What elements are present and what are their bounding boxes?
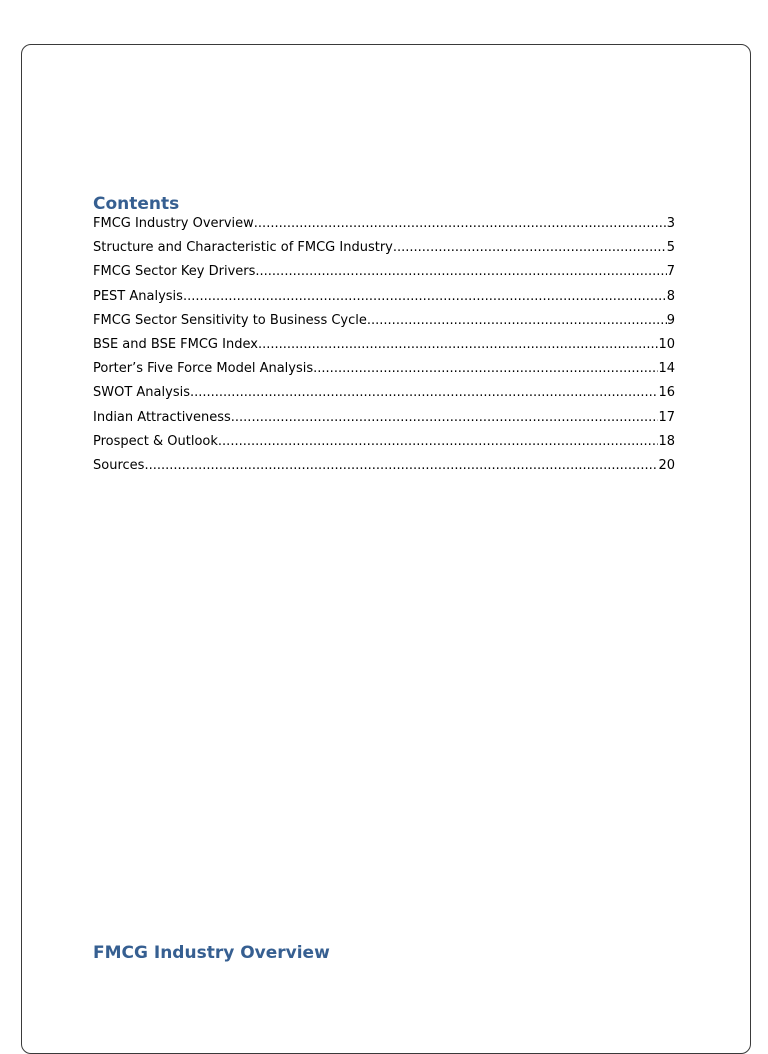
section-heading: FMCG Industry Overview: [93, 943, 330, 963]
toc-entry[interactable]: [93, 384, 675, 408]
toc-entry-page: 7: [666, 264, 675, 280]
toc-leader-dots: [258, 336, 659, 354]
table-of-contents: [93, 215, 675, 481]
toc-entry[interactable]: [93, 433, 675, 457]
toc-entry[interactable]: [93, 239, 675, 263]
toc-leader-dots: [190, 384, 658, 402]
toc-entry-page: 16: [658, 385, 675, 401]
toc-entry[interactable]: [93, 360, 675, 384]
toc-leader-dots: [367, 312, 667, 330]
toc-entry-title: Prospect & Outlook: [93, 433, 218, 449]
toc-entry-title: BSE and BSE FMCG Index: [93, 336, 258, 352]
toc-entry-title: FMCG Sector Sensitivity to Business Cycle: [93, 312, 367, 328]
toc-leader-dots: [255, 263, 666, 281]
toc-entry-page: 9: [666, 312, 675, 328]
toc-leader-dots: [183, 288, 667, 306]
toc-entry[interactable]: [93, 263, 675, 287]
toc-leader-dots: [313, 360, 658, 378]
toc-entry-page: 20: [658, 457, 675, 473]
toc-entry-title: Indian Attractiveness: [93, 409, 231, 425]
toc-leader-dots: [218, 433, 659, 451]
toc-entry-page: 8: [666, 288, 675, 304]
toc-entry-page: 17: [658, 409, 675, 425]
toc-entry-title: PEST Analysis: [93, 288, 183, 304]
toc-entry-title: SWOT Analysis: [93, 385, 190, 401]
toc-entry-page: 14: [658, 361, 675, 377]
toc-entry[interactable]: [93, 312, 675, 336]
contents-heading: Contents: [93, 194, 180, 214]
toc-entry[interactable]: [93, 409, 675, 433]
toc-entry-title: Porter’s Five Force Model Analysis: [93, 361, 314, 377]
toc-entry-title: Structure and Characteristic of FMCG Industry: [93, 240, 393, 256]
toc-entry-page: 10: [658, 336, 675, 352]
toc-entry[interactable]: [93, 457, 675, 481]
toc-entry-page: 3: [666, 216, 675, 231]
toc-entry-title: FMCG Industry Overview: [93, 216, 254, 231]
toc-leader-dots: [254, 215, 667, 233]
toc-leader-dots: [231, 409, 659, 427]
toc-entry[interactable]: [93, 215, 675, 239]
toc-entry-page: 18: [658, 433, 675, 449]
toc-entry[interactable]: [93, 288, 675, 312]
toc-entry-page: 5: [666, 240, 675, 256]
toc-entry-title: FMCG Sector Key Drivers: [93, 264, 256, 280]
toc-leader-dots: [393, 239, 667, 257]
toc-entry-title: Sources: [93, 457, 145, 473]
toc-leader-dots: [144, 457, 658, 475]
toc-entry[interactable]: [93, 336, 675, 360]
